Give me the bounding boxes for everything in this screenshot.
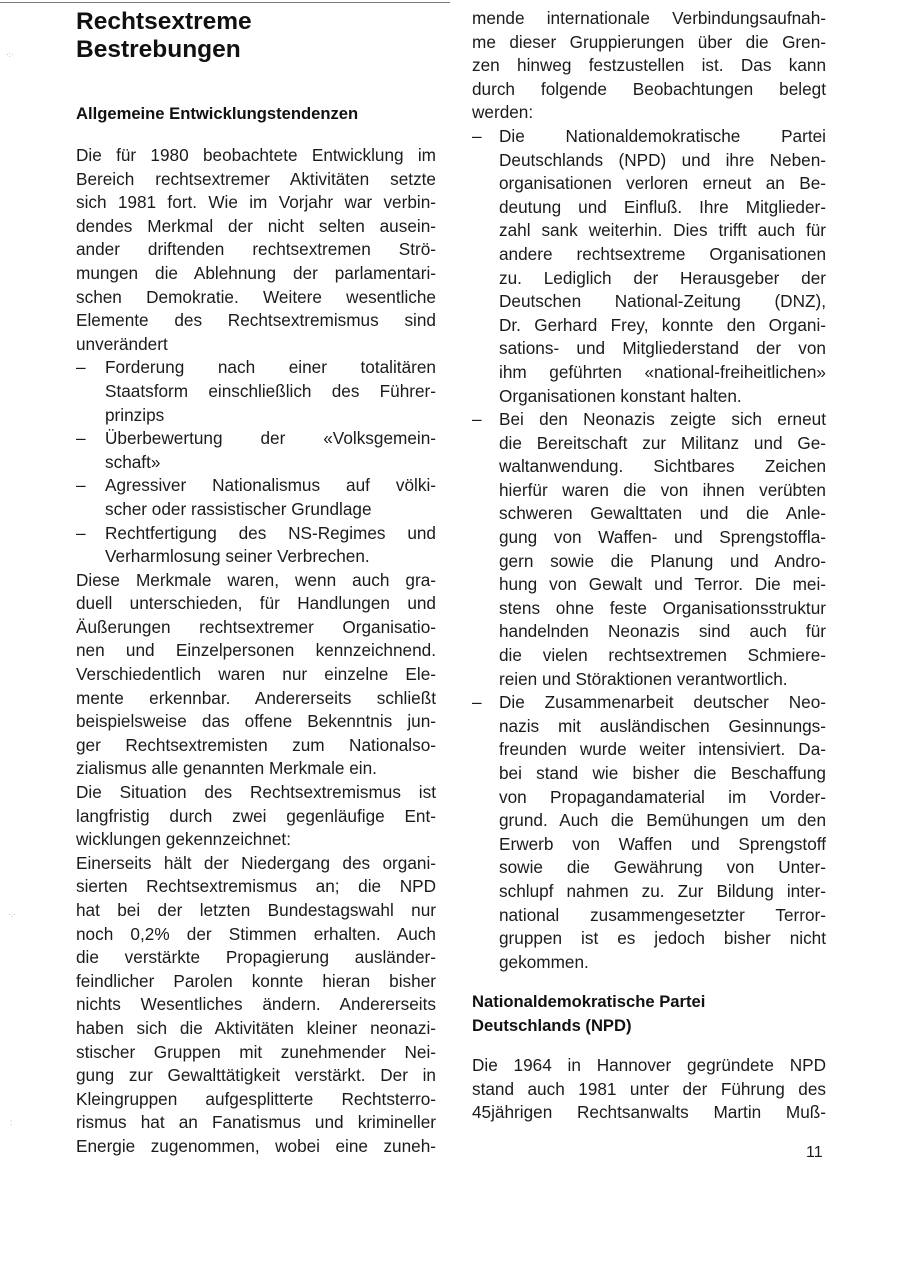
list-item: [76, 427, 436, 474]
text-line: schen Demokratie. Weitere wesentliche: [76, 286, 436, 307]
text-line: Erwerb von Waffen und Sprengstoff: [499, 833, 826, 854]
text-line: Verharmlosung seiner Verbrechen.: [105, 546, 370, 567]
text-line: Einerseits hält der Niedergang des organi-: [76, 852, 436, 873]
list-item: [76, 356, 436, 427]
text-line: Verschiedentlich waren nur einzelne Ele-: [76, 664, 436, 685]
text-line: werden:: [472, 102, 534, 123]
text-line: schweren Gewalttaten und die Anle-: [499, 503, 826, 524]
text-line: prinzips: [105, 404, 165, 425]
text-line: nichts Wesentliches ändern. Andererseits: [76, 994, 436, 1015]
list-item: [472, 691, 826, 974]
text-line: zahl sank weiterhin. Dies trifft auch für: [499, 220, 826, 241]
text-line: national zusammengesetzter Terror-: [499, 904, 826, 925]
list-item: [76, 474, 436, 521]
scan-speck: ·:·: [6, 50, 14, 59]
text-line: ander driftenden rechtsextremen Strö-: [76, 239, 436, 260]
paragraph: [76, 144, 436, 1159]
text-line: rismus hat an Fanatismus und krimineller: [76, 1112, 436, 1133]
text-line: stand auch 1981 unter der Führung des: [472, 1078, 826, 1099]
text-line: nen und Einzelpersonen kennzeichnend.: [76, 640, 436, 661]
text-line: organisationen verloren erneut an Be-: [499, 173, 826, 194]
dash-marker: –: [76, 475, 86, 496]
list-item: [472, 408, 826, 691]
text-line: stens ohne feste Organisationsstruktur: [499, 597, 826, 618]
text-line: haben sich die Aktivitäten kleiner neonazi-: [76, 1017, 436, 1038]
text-line: Dr. Gerhard Frey, konnte den Organi-: [499, 314, 826, 335]
text-line: noch 0,2% der Stimmen erhalten. Auch: [76, 923, 436, 944]
text-line: me dieser Gruppierungen über die Gren-: [472, 31, 826, 52]
text-line: sations- und Mitgliederstand der von: [499, 338, 826, 359]
dash-marker: –: [76, 522, 86, 543]
dash-marker: –: [76, 357, 86, 378]
list-item: [472, 125, 826, 408]
text-line: feindlicher Parolen konnte hieran bisher: [76, 970, 436, 991]
text-line: Äußerungen rechtsextremer Organisatio-: [76, 616, 436, 637]
paragraph: [472, 1054, 826, 1125]
text-line: freunden wurde weiter intensiviert. Da-: [499, 739, 826, 760]
text-line: andere rechtsextreme Organisationen: [499, 243, 826, 264]
text-line: sierten Rechtsextremismus an; die NPD: [76, 876, 436, 897]
text-line: Agressiver Nationalismus auf völki-: [105, 475, 436, 496]
text-line: Die Zusammenarbeit deutscher Neo-: [499, 692, 826, 713]
page-title: [76, 8, 252, 64]
subheading: Allgemeine Entwicklungstendenzen: [76, 104, 359, 123]
text-line: langfristig durch zwei gegenläufige Ent-: [76, 805, 436, 826]
text-line: Deutschlands (NPD) und ihre Neben-: [499, 149, 826, 170]
dash-marker: –: [76, 428, 86, 449]
list-item: [76, 522, 436, 569]
text-line: die verstärkte Propagierung ausländer-: [76, 947, 436, 968]
text-line: beispielsweise das offene Bekenntnis jun-: [76, 711, 436, 732]
text-line: zialismus alle genannten Merkmale ein.: [76, 758, 377, 779]
heading-line: Nationaldemokratische Partei: [472, 992, 706, 1011]
text-line: gruppen ist es jedoch bisher nicht: [499, 928, 826, 949]
text-line: Diese Merkmale waren, wenn auch gra-: [76, 569, 436, 590]
text-line: wicklungen gekennzeichnet:: [76, 829, 291, 850]
text-line: hierfür waren die von ihnen verübten: [499, 479, 826, 500]
text-line: Die Situation des Rechtsextremismus ist: [76, 782, 436, 803]
text-line: die vielen rechtsextremen Schmiere-: [499, 645, 826, 666]
text-line: Die für 1980 beobachtete Entwicklung im: [76, 145, 436, 165]
section-heading: [472, 990, 705, 1038]
text-line: ihm geführten «national-freiheitlichen»: [499, 361, 826, 382]
text-line: Forderung nach einer totalitären: [105, 357, 436, 378]
text-line: Staatsform einschließlich des Führer-: [105, 380, 436, 401]
text-line: von Propagandamaterial im Vorder-: [499, 786, 826, 807]
text-line: hat bei der letzten Bundestagswahl nur: [76, 900, 436, 920]
scan-speck: :: [10, 1118, 13, 1127]
text-line: Organisationen konstant halten.: [499, 385, 742, 406]
text-line: dendes Merkmal der nicht selten ausein-: [76, 215, 436, 236]
text-line: Deutschen National-Zeitung (DNZ),: [499, 291, 826, 312]
text-line: zen hinweg festzustellen ist. Das kann: [472, 55, 826, 76]
text-line: waltanwendung. Sichtbares Zeichen: [499, 456, 826, 477]
top-rule: [0, 2, 450, 3]
text-line: stischer Gruppen mit zunehmender Nei-: [76, 1041, 436, 1062]
text-line: sowie die Gewährung von Unter-: [499, 857, 826, 878]
text-line: zu. Lediglich der Herausgeber der: [499, 267, 826, 288]
text-line: schlupf nahmen zu. Zur Bildung inter-: [499, 880, 826, 901]
text-line: hung von Gewalt und Terror. Die mei-: [499, 574, 826, 595]
text-line: scher oder rassistischer Grundlage: [105, 498, 372, 519]
text-line: Kleingruppen aufgesplitterte Rechtsterro-: [76, 1088, 436, 1109]
text-line: schaft»: [105, 451, 161, 472]
text-line: gekommen.: [499, 951, 589, 972]
text-line: Überbewertung der «Volksgemein-: [105, 428, 436, 449]
text-line: grund. Auch die Bemühungen um den: [499, 810, 826, 831]
text-line: bei stand wie bisher die Beschaffung: [499, 763, 826, 783]
text-line: Die 1964 in Hannover gegründete NPD: [472, 1055, 826, 1075]
text-line: gung zur Gewalttätigkeit verstärkt. Der in: [76, 1065, 436, 1086]
page-number: 11: [806, 1144, 823, 1161]
dash-marker: –: [472, 125, 482, 146]
text-line: handelnden Neonazis sind auch für: [499, 621, 826, 642]
text-line: nazis mit ausländischen Gesinnungs-: [499, 715, 826, 736]
text-line: mungen die Ablehnung der parlamentari-: [76, 262, 436, 283]
text-line: Bei den Neonazis zeigte sich erneut: [499, 409, 826, 430]
text-line: Energie zugenommen, wobei eine zuneh-: [76, 1135, 436, 1156]
text-line: gern sowie die Planung und Andro-: [499, 550, 826, 571]
title-line: Rechtsextreme: [76, 8, 252, 35]
text-line: Bereich rechtsextremer Aktivitäten setzte: [76, 168, 436, 189]
text-line: Elemente des Rechtsextremismus sind: [76, 310, 436, 331]
text-line: mente erkennbar. Andererseits schließt: [76, 687, 436, 708]
dash-marker: –: [472, 692, 482, 713]
heading-line: Deutschlands (NPD): [472, 1016, 632, 1035]
text-line: deutung und Einfluß. Ihre Mitglieder-: [499, 196, 826, 217]
text-line: gung von Waffen- und Sprengstoffla-: [499, 527, 826, 548]
text-line: 45jährigen Rechtsanwalts Martin Muß-: [472, 1102, 826, 1123]
text-line: mende internationale Verbindungsaufnah-: [472, 8, 826, 28]
text-line: ger Rechtsextremisten zum Nationalso-: [76, 734, 436, 755]
text-line: reien und Störaktionen verantwortlich.: [499, 668, 788, 689]
text-line: die Bereitschaft zur Militanz und Ge-: [499, 432, 826, 453]
dash-marker: –: [472, 409, 482, 430]
text-line: durch folgende Beobachtungen belegt: [472, 78, 826, 99]
text-line: Rechtfertigung des NS-Regimes und: [105, 522, 436, 543]
text-line: duell unterschieden, für Handlungen und: [76, 593, 436, 614]
text-line: Die Nationaldemokratische Partei: [499, 125, 826, 146]
paragraph: [472, 7, 826, 974]
scan-speck: ·.·: [8, 910, 16, 919]
text-line: unverändert: [76, 333, 168, 354]
title-line: Bestrebungen: [76, 36, 241, 63]
text-line: sich 1981 fort. Wie im Vorjahr war verbin-: [76, 192, 436, 213]
